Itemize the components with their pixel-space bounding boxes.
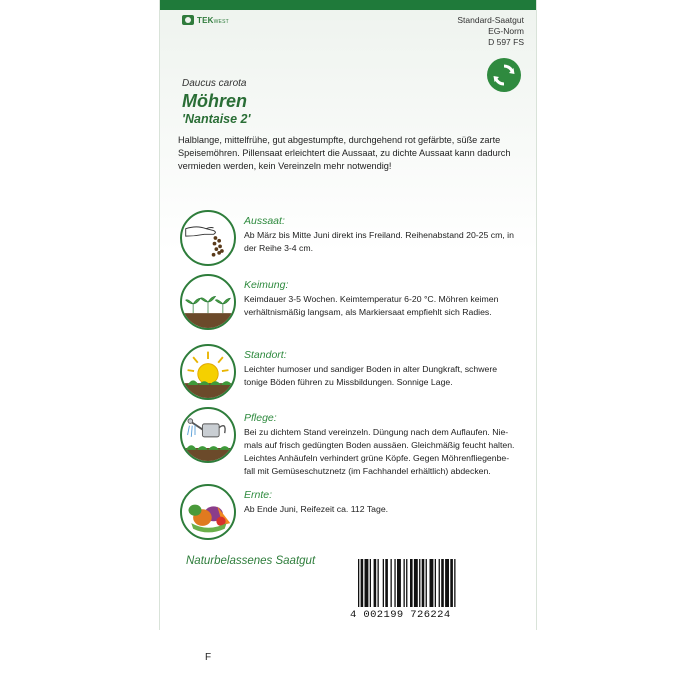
description-line: Speisemöhren. Pillensaat erleichtert die Aussaat, zu dichte Aussaat kann dadurch bbox=[178, 148, 511, 158]
barcode-bar bbox=[383, 559, 384, 607]
barcode-bars bbox=[358, 559, 498, 607]
brand-name: TEKWEST bbox=[197, 15, 229, 25]
standard-line: Standard-Saatgut bbox=[457, 15, 524, 25]
variety-name: 'Nantaise 2' bbox=[182, 112, 251, 126]
barcode-number: 4 002199 726224 bbox=[350, 609, 451, 621]
barcode-bar bbox=[441, 559, 444, 607]
barcode-bar bbox=[361, 559, 364, 607]
barcode bbox=[350, 557, 500, 625]
section-heading: Pflege: bbox=[244, 412, 277, 424]
barcode-bar bbox=[374, 559, 377, 607]
corner-mark: F bbox=[205, 652, 212, 663]
barcode-bar bbox=[406, 559, 407, 607]
section-standort bbox=[180, 344, 530, 404]
barcode-bar bbox=[391, 559, 392, 607]
seedlings-icon bbox=[180, 274, 236, 330]
barcode-bar bbox=[378, 559, 379, 607]
brand-logo bbox=[182, 15, 229, 25]
section-ernte bbox=[180, 484, 530, 544]
barcode-bar bbox=[454, 559, 455, 607]
seed-sowing-icon bbox=[180, 210, 236, 266]
description-line: vermieden werden, kein Vereinzeln mehr notwendig! bbox=[178, 161, 392, 171]
section-text: Keimdauer 3-5 Wochen. Keimtemperatur 6-20 °C. Möhren keimen verhältnismäßig langsam, als Markiersaat empfiehlt sich Radies. bbox=[244, 294, 499, 317]
barcode-bar bbox=[445, 559, 449, 607]
barcode-bar bbox=[450, 559, 453, 607]
section-heading: Aussaat: bbox=[244, 215, 285, 227]
section-heading: Ernte: bbox=[244, 489, 273, 501]
brand-logo-icon bbox=[182, 15, 194, 25]
latin-name: Daucus carota bbox=[182, 78, 247, 89]
barcode-bar bbox=[422, 559, 425, 607]
barcode-bar bbox=[358, 559, 359, 607]
barcode-bar bbox=[439, 559, 440, 607]
barcode-bar bbox=[370, 559, 371, 607]
barcode-bar bbox=[430, 559, 434, 607]
section-text: Bei zu dichtem Stand vereinzeln. Düngung nach dem Auflaufen. Nie- mals auf frisch gedüngten Boden aussäen. Gleichmäßig feucht halten. Leichtes Anhäufeln verhindert grüne Köpfe. Gegen Möhrenfliegenbe- fall mit Gemüseschutznetz (im Fachhandel erhältlich) abdecken. bbox=[244, 427, 515, 476]
barcode-bar bbox=[410, 559, 413, 607]
section-keimung bbox=[180, 274, 530, 334]
vegetables-icon bbox=[180, 484, 236, 540]
section-pflege bbox=[180, 407, 530, 476]
section-text: Ab Ende Juni, Reifezeit ca. 112 Tage. bbox=[244, 504, 389, 514]
section-text: Ab März bis Mitte Juni direkt ins Freiland. Reihenabstand 20-25 cm, in der Reihe 3-4 cm. bbox=[244, 230, 514, 253]
description-line: Halblange, mittelfrühe, gut abgestumpfte, durchgehend rot gefärbte, süße zarte bbox=[178, 135, 501, 145]
barcode-bar bbox=[404, 559, 405, 607]
section-heading: Standort: bbox=[244, 349, 287, 361]
barcode-bar bbox=[414, 559, 418, 607]
barcode-bar bbox=[419, 559, 420, 607]
barcode-bar bbox=[426, 559, 427, 607]
section-text: Leichter humoser und sandiger Boden in alter Dungkraft, schwere tonige Böden führen zu Missbildungen. Sonnige Lage. bbox=[244, 364, 498, 387]
watering-can-icon bbox=[180, 407, 236, 463]
barcode-bar bbox=[397, 559, 401, 607]
standard-line: D 597 FS bbox=[488, 37, 524, 47]
barcode-bar bbox=[385, 559, 388, 607]
product-title: Möhren bbox=[182, 91, 247, 111]
barcode-bar bbox=[394, 559, 395, 607]
seed-packet-back bbox=[159, 0, 537, 630]
top-band bbox=[160, 0, 536, 10]
barcode-bar bbox=[365, 559, 369, 607]
recycle-icon bbox=[487, 58, 521, 92]
sun-icon bbox=[180, 344, 236, 400]
standard-line: EG-Norm bbox=[488, 26, 524, 36]
section-heading: Keimung: bbox=[244, 279, 289, 291]
standard-info bbox=[457, 15, 524, 48]
barcode-bar bbox=[435, 559, 436, 607]
description bbox=[178, 134, 526, 173]
section-aussaat bbox=[180, 210, 530, 270]
natural-seed-note: Naturbelassenes Saatgut bbox=[186, 555, 316, 567]
